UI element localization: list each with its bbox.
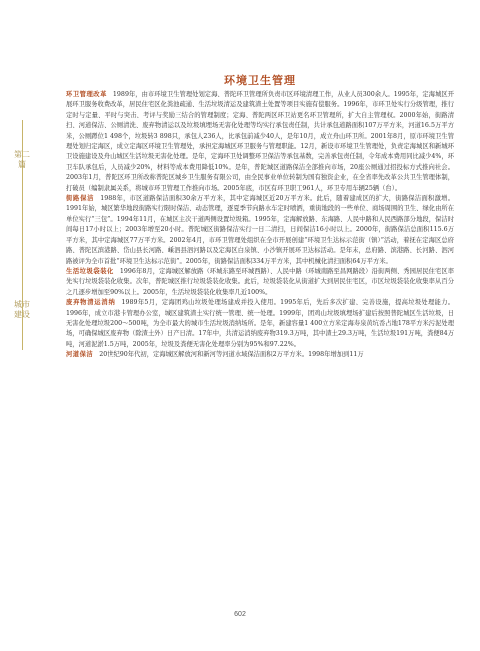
section-heading: 生活垃圾袋装化 xyxy=(66,267,114,275)
section-text: 1989年5月，定海团鸡山垃圾处理场建成并投入使用。1995年后，先后多次扩建、完善设施，提高垃圾处理能力。1996年，成立市港卡管理办公室，城区建筑渣土实行统一管理、统一处理。1999年，团鸡山垃圾填埋场扩建后按照普陀城区生活垃圾，日无害化处理垃圾200～500吨，为全市最大的城市生活垃圾消纳场所。是年，新建容量1 400立方米定海寿泉黄坑岙占地178平方米污泥处理场，可确保城区废弃物（除渣土外）日产日清。17年中，共清运消纳废弃物319.3万吨，其中渣土29.3万吨，生活垃圾191万吨，粪便84万吨，河道泥淤1.5万吨，2005年，垃圾及粪便无害化处理率分别为95%和97.22%。 xyxy=(66,299,455,348)
sidebar xyxy=(0,0,55,651)
article-body xyxy=(66,90,454,361)
section-heading: 河道保洁 xyxy=(66,351,94,359)
page-number: 602 xyxy=(234,611,246,618)
section-paragraph xyxy=(66,90,454,194)
section-paragraph xyxy=(66,350,454,360)
section-heading: 街路保洁 xyxy=(66,195,95,203)
section-text: 1988年，市区道路保洁面积30余万平方米，其中定海城区近20万平方米。此后，随着建成区的扩大，街路保洁面积激增。1991年始，城区繁华地段街路实行限时保洁、动态管理，逐夏季节向路水车定时喷洒，重街地段的一些单位、商场周围的卫生、绿化由所在单位实行“三包”。1994年11月，在城区主次干道两侧设置垃圾箱。1995年，定海解放路、东海路、人民中路和人民西路部分地段，保洁时间每日17小时以上；2003年增至20小时。普陀城区街路保洁实行一日二清扫，日间保洁16小时以上。2000年，街路保洁总面积115.6万平方米，其中定海城区77万平方米。2002年4月，市环卫管理处组织在全市开展创建“环境卫生达标示范街（镇）”活动，着抚在定海区总府路、普陀区滨港路、岱山县长河路、嵊泗县泗河路以及定海区白泉镇、小沙镇开展环卫达标活动。是年末，总府路、滨港路、长河路、泗河路被评为全市首批“环境卫生达标示范街”。2005年，街路保洁面积334万平方米，其中机械化清扫面积64万平方米。 xyxy=(66,195,455,265)
section-text: 20世纪90年代初，定海城区解放河和新河等河道水域保洁面积2万平方米。1998年增加到11万 xyxy=(99,351,364,359)
section-heading: 废弃物清运消纳 xyxy=(66,299,116,307)
section-paragraph xyxy=(66,298,454,350)
section-text: 1989年，由市环境卫生管理处划定海、普陀环卫管理所负责市区环境清理工作，从业人员300余人。1995年，定海城区开展环卫服务收费改革，居民住宅区化粪池疏通、生活垃圾清运及建筑渣土处置等项目实施有偿服务。1996年，市环卫处实行分级管理，推行定时与定量、平时与突击、考评与奖励三结合的管理制度；定海、普陀两区环卫站更名环卫管理所，扩大自主管理权。2000年始，街路清扫、河道保洁、公厕清洗、废弃物清运以及垃圾填埋场无害化处理等均实行承包责任制，共计承包道路面积107万平方米，河道16.5万平方米，公厕蹲位1 498个，垃圾转3 898只，承包人236人，比承包前减少40人，是年10月，成立舟山环卫所。2001年8月，原市环境卫生管理处划归定海区，成立定海区环境卫生管理处，承担定海城区环卫服务与管理职能。12月，新设市环境卫生管理处，负责定海城区和新城环卫设施建设及舟山城区生活垃圾无害化处理。是年，定海环卫处调整环卫保洁等承包基数，完善承包责任制，令年成本费用同比减少4%，环卫车队承包后，人员减少20%，材料等成本费用降低10%。是年，普陀城区道路保洁全部推向市场，20座公厕通过招投标方式推向社会。2003年1月，普陀区环卫所改称普陀区城乡卫生服务有限公司，由全民事业单位转制为国有独资企业，在全省率先改革公共卫生管理体制，打破员（编制隶属关系，将城市环卫管理工作推向市场。2005年底，市区有环卫职工961人，环卫专用车辆25辆（台）。 xyxy=(66,91,455,192)
section-paragraph xyxy=(66,194,454,267)
section-heading: 环卫管理改革 xyxy=(66,91,107,98)
sidebar-part-label: 第二篇 xyxy=(14,150,30,169)
sidebar-chapter-label: 城市建设 xyxy=(14,300,30,319)
section-paragraph xyxy=(66,267,454,298)
section-text: 1996年8月，定海城区解放路（环城东路至环城西路）、人民中路（环城南路至昌网路段）沿街两侧、秀园居民住宅区率先实行垃圾袋装化收集。次年，普陀城区推行垃圾袋装化收集。此后，垃圾袋装化从街道扩大到居民住宅区，市区垃圾袋装化收集率从百分之几逐步增加至90%以上。2005年，生活垃圾袋装化收集率几近100%。 xyxy=(66,267,454,296)
page-title: 环境卫生管理 xyxy=(224,74,296,87)
